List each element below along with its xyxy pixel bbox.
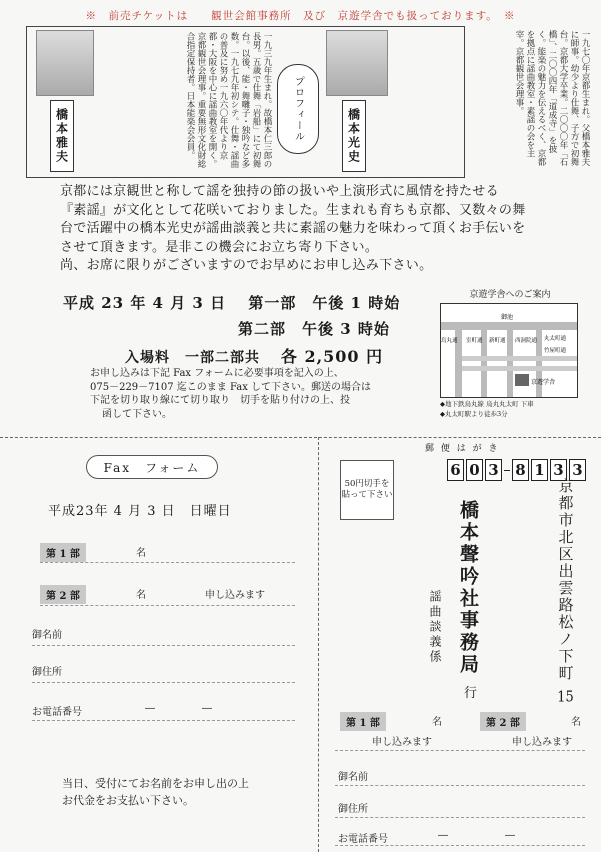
- event-part1: 第一部 午後 1 時始: [248, 294, 401, 312]
- fax-name-label: 御名前: [32, 630, 62, 641]
- note-line: 075－229－7107 迄このまま Fax して下さい。郵送の場合は: [90, 381, 372, 393]
- post-apply-text: 申し込みます: [372, 737, 432, 748]
- fax-rule: [40, 562, 295, 563]
- application-note: [90, 367, 420, 421]
- fax-footer-line: 当日、受付にてお名前をお申し出の上: [62, 777, 249, 790]
- map-caption: ◆地下鉄烏丸線 烏丸丸太町 下車: [440, 400, 534, 408]
- postcard-address: [557, 478, 574, 704]
- map-street: 御池: [501, 314, 514, 321]
- event-date: 平成 23 年 4 月 3 日: [63, 294, 227, 312]
- zip-digit: 3: [569, 459, 586, 481]
- access-map: [440, 287, 580, 422]
- post-address-field[interactable]: [335, 817, 585, 818]
- post-phone-dash: ―: [505, 830, 515, 841]
- fax-apply-text: 申し込みます: [205, 590, 265, 601]
- note-line: 下記を切り取り線にて切り取り 切手を貼り付けの上、投: [90, 395, 350, 406]
- map-street: 竹屋町通: [544, 348, 567, 354]
- fax-part2-label: 第 2 部: [40, 585, 86, 604]
- fax-footer-line: お代金をお支払い下さい。: [62, 794, 194, 807]
- fee-label: 入場料 一部二部共: [125, 350, 260, 366]
- stamp-box: 50円切手を貼って下さい: [340, 460, 394, 520]
- fax-phone-label: お電話番号: [32, 707, 82, 718]
- note-line: お申し込みは下記 Fax フォームに必要事項を記入の上、: [90, 368, 344, 379]
- map-street: 新町通: [489, 338, 506, 344]
- fax-name-field[interactable]: [32, 645, 295, 646]
- post-apply-text-2: 申し込みます: [512, 737, 572, 748]
- fee-line: [125, 344, 383, 367]
- fax-phone-dash: ―: [145, 703, 155, 714]
- intro-line: させて頂きます。是非この機会にお立ち寄り下さい。: [60, 239, 379, 255]
- post-name-field[interactable]: [335, 785, 585, 786]
- fax-address-label: 御住所: [32, 667, 62, 678]
- masao-bio: 一九三九年生まれ。故橋本仁三郎の長男。五歳で仕舞「岩船」にて初舞台。以後、能・舞囃子・独吟など多数。一九七九年初シテ。仕舞・謡曲の普及に努め一九六〇年代より京都・大阪を中心に謡曲教室を開く。京都観世会理事。重要無形文化財総合指定保持者。日本能楽会会員。: [185, 32, 272, 168]
- post-name-label: 御名前: [338, 772, 368, 783]
- zip-digit: 3: [550, 459, 567, 481]
- address-number: 15: [557, 688, 574, 704]
- postcard-dept: 謡曲談義係: [428, 590, 442, 665]
- map-street: 烏丸通: [441, 338, 458, 344]
- cut-line-vertical: [318, 437, 319, 852]
- post-phone-label: お電話番号: [338, 834, 388, 845]
- map-caption-2: ◆丸太町駅より徒歩3分: [440, 410, 508, 418]
- masao-photo: [36, 30, 94, 96]
- map-street: 丸太町通: [544, 336, 567, 342]
- map-street: 西洞院通: [515, 338, 538, 344]
- recipient-name: 橋本聲吟社事務局: [457, 500, 479, 676]
- address-text: 京都市北区出雲路松ノ下町: [556, 478, 575, 682]
- note-line: 函して下さい。: [102, 408, 172, 420]
- intro-line: 尚、お席に限りがございますのでお早めにお申し込み下さい。: [60, 258, 433, 273]
- intro-line: 『素謡』が文化として花咲いておりました。生まれも育ちも京都、又数々の舞: [60, 202, 526, 218]
- school-marker: [515, 374, 529, 386]
- zip-digit: 8: [512, 459, 529, 481]
- post-phone-dash: ―: [438, 830, 448, 841]
- zip-digit: 0: [466, 459, 483, 481]
- fax-part2-count[interactable]: 名: [136, 590, 146, 601]
- zip-digit: 3: [485, 459, 502, 481]
- fax-phone-dash: ―: [202, 703, 212, 714]
- map-street: 室町通: [466, 338, 483, 344]
- fax-date: 平成23年 4 月 3 日 日曜日: [48, 504, 232, 519]
- ticket-notice: ※ 前売チケットは 観世会館事務所 及び 京遊学舎でも扱っております。 ※: [85, 10, 516, 22]
- intro-line: 台で活躍中の橋本光史が謡曲談義と共に素謡の魅力を味わって頂くお手伝いを: [60, 221, 526, 236]
- map-drawing: [440, 303, 578, 398]
- post-part2-label: 第 2 部: [480, 712, 526, 731]
- fax-address-field[interactable]: [32, 682, 295, 683]
- postcard-header: 郵 便 は が き: [425, 444, 500, 454]
- fax-part1-count[interactable]: 名: [136, 548, 146, 559]
- mitsushi-name: 橋本光史: [342, 100, 366, 172]
- zip-digit: 1: [531, 459, 548, 481]
- recipient-suffix: 行: [461, 685, 476, 702]
- zip-digit: 6: [447, 459, 464, 481]
- event-date-part1: [63, 292, 400, 313]
- fax-form-title: Fax フォーム: [86, 455, 218, 479]
- map-title: 京遊学舎へのご案内: [469, 290, 551, 300]
- post-part2-count[interactable]: 名: [571, 717, 581, 728]
- intro-line: 京都には京観世と称して謡を独持の節の扱いや上演形式に風情を持たせる: [60, 184, 499, 199]
- mitsushi-bio: 一九七〇年京都生まれ。父橋本雅夫に師事。幼少より仕舞、子方で初舞台。京都大学卒業。二〇〇〇年「石橋」、二〇〇四年「道成寺」を披く。能楽の魅力を伝えるべく、京都を拠点に謡曲教室・素謡の会を主宰。京都観世会理事。: [514, 30, 590, 166]
- post-part1-label: 第 1 部: [340, 712, 386, 731]
- post-rule: [335, 750, 585, 751]
- cut-line: [0, 437, 601, 438]
- intro-text: [60, 183, 526, 276]
- fax-phone-field[interactable]: [32, 720, 295, 721]
- zip-hyphen: [504, 470, 510, 471]
- postcard-recipient: [455, 500, 482, 702]
- event-part2: 第二部 午後 3 時始: [238, 320, 390, 338]
- fax-part1-label: 第 1 部: [40, 543, 86, 562]
- profile-label: プロフィール: [277, 64, 319, 154]
- fax-footer: [62, 775, 249, 809]
- post-address-label: 御住所: [338, 804, 368, 815]
- post-part1-count[interactable]: 名: [432, 717, 442, 728]
- post-phone-field[interactable]: [335, 845, 585, 846]
- fax-rule: [40, 605, 295, 606]
- map-place: 京遊学舎: [531, 379, 556, 386]
- fee-amount: 各 2,500 円: [280, 347, 384, 366]
- masao-name: 橋本雅夫: [50, 100, 74, 172]
- map-svg: [441, 304, 577, 397]
- mitsushi-photo: [326, 30, 388, 96]
